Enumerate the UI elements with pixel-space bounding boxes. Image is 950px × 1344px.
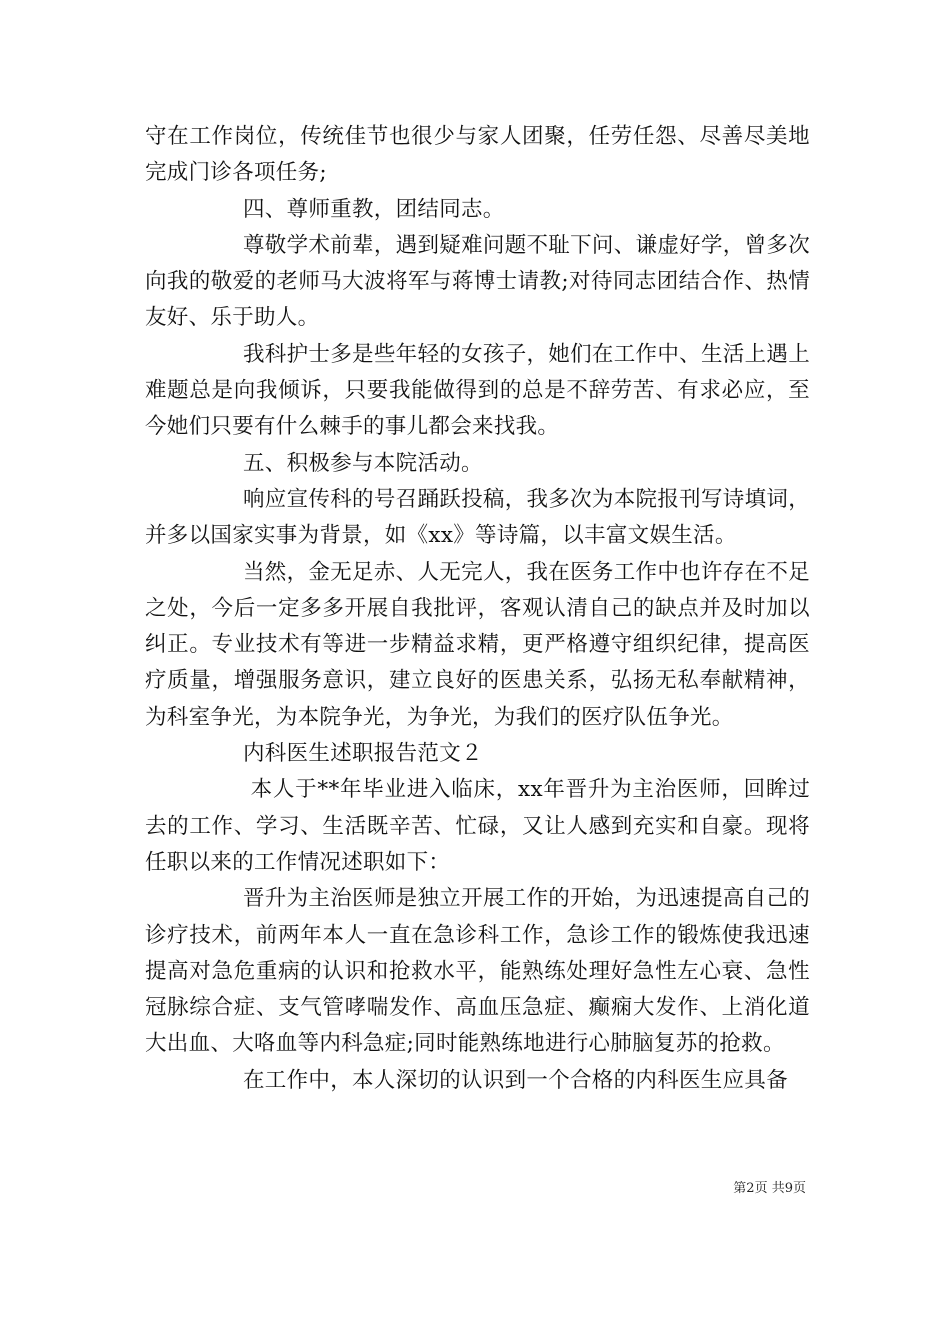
footer-prefix: 第 <box>733 1181 747 1196</box>
footer-total-pages: 9 <box>784 1181 793 1196</box>
footer-current-page: 2 <box>746 1181 755 1196</box>
paragraph-7: 当然，金无足赤、人无完人，我在医务工作中也许存在不足之处，今后一定多多开展自我批评，客观认清自己的缺点并及时加以纠正。专业技术有等进一步精益求精，更严格遵守组织纪律，提高医疗质量，增强服务意识，建立良好的医患关系，弘扬无私奉献精神，为科室争光，为本院争光，为争光，为我们的医疗队伍争光。 <box>145 559 810 730</box>
paragraph-9: 本人于**年毕业进入临床，xx年晋升为主治医师，回眸过去的工作、学习、生活既辛苦、忙碌，又让人感到充实和自豪。现将任职以来的工作情况述职如下： <box>145 777 811 875</box>
paragraph-11: 在工作中，本人深切的认识到一个合格的内科医生应具备 <box>243 1067 789 1093</box>
section-heading-5: 五、积极参与本院活动。 <box>243 450 483 476</box>
document-body <box>145 119 810 1099</box>
paragraph-1: 守在工作岗位，传统佳节也很少与家人团聚，任劳任怨、尽善尽美地完成门诊各项任务; <box>145 124 810 186</box>
page-footer <box>0 1177 806 1196</box>
paragraph-10: 晋升为主治医师是独立开展工作的开始，为迅速提高自己的诊疗技术，前两年本人一直在急诊科工作，急诊工作的锻炼使我迅速提高对急危重病的认识和抢救水平，能熟练处理好急性左心衰、急性冠脉综合症、支气管哮喘发作、高血压急症、癫痫大发作、上消化道大出血、大咯血等内科急症;同时能熟练地进行心肺脑复苏的抢救。 <box>145 886 810 1057</box>
footer-middle: 页 共 <box>754 1181 785 1196</box>
paragraph-3: 尊敬学术前辈，遇到疑难问题不耻下问、谦虚好学，曾多次向我的敬爱的老师马大波将军与蒋博士请教;对待同志团结合作、热情友好、乐于助人。 <box>145 232 810 331</box>
paragraph-6: 响应宣传科的号召踊跃投稿，我多次为本院报刊写诗填词，并多以国家实事为背景，如《xx》等诗篇，以丰富文娱生活。 <box>145 486 810 549</box>
document-subtitle: 内科医生述职报告范文２ <box>243 741 483 767</box>
footer-suffix: 页 <box>792 1181 806 1196</box>
section-heading-4: 四、尊师重教，团结同志。 <box>243 196 505 222</box>
paragraph-4: 我科护士多是些年轻的女孩子，她们在工作中、生活上遇上难题总是向我倾诉，只要我能做得到的总是不辞劳苦、有求必应，至今她们只要有什么棘手的事儿都会来找我。 <box>145 341 810 440</box>
